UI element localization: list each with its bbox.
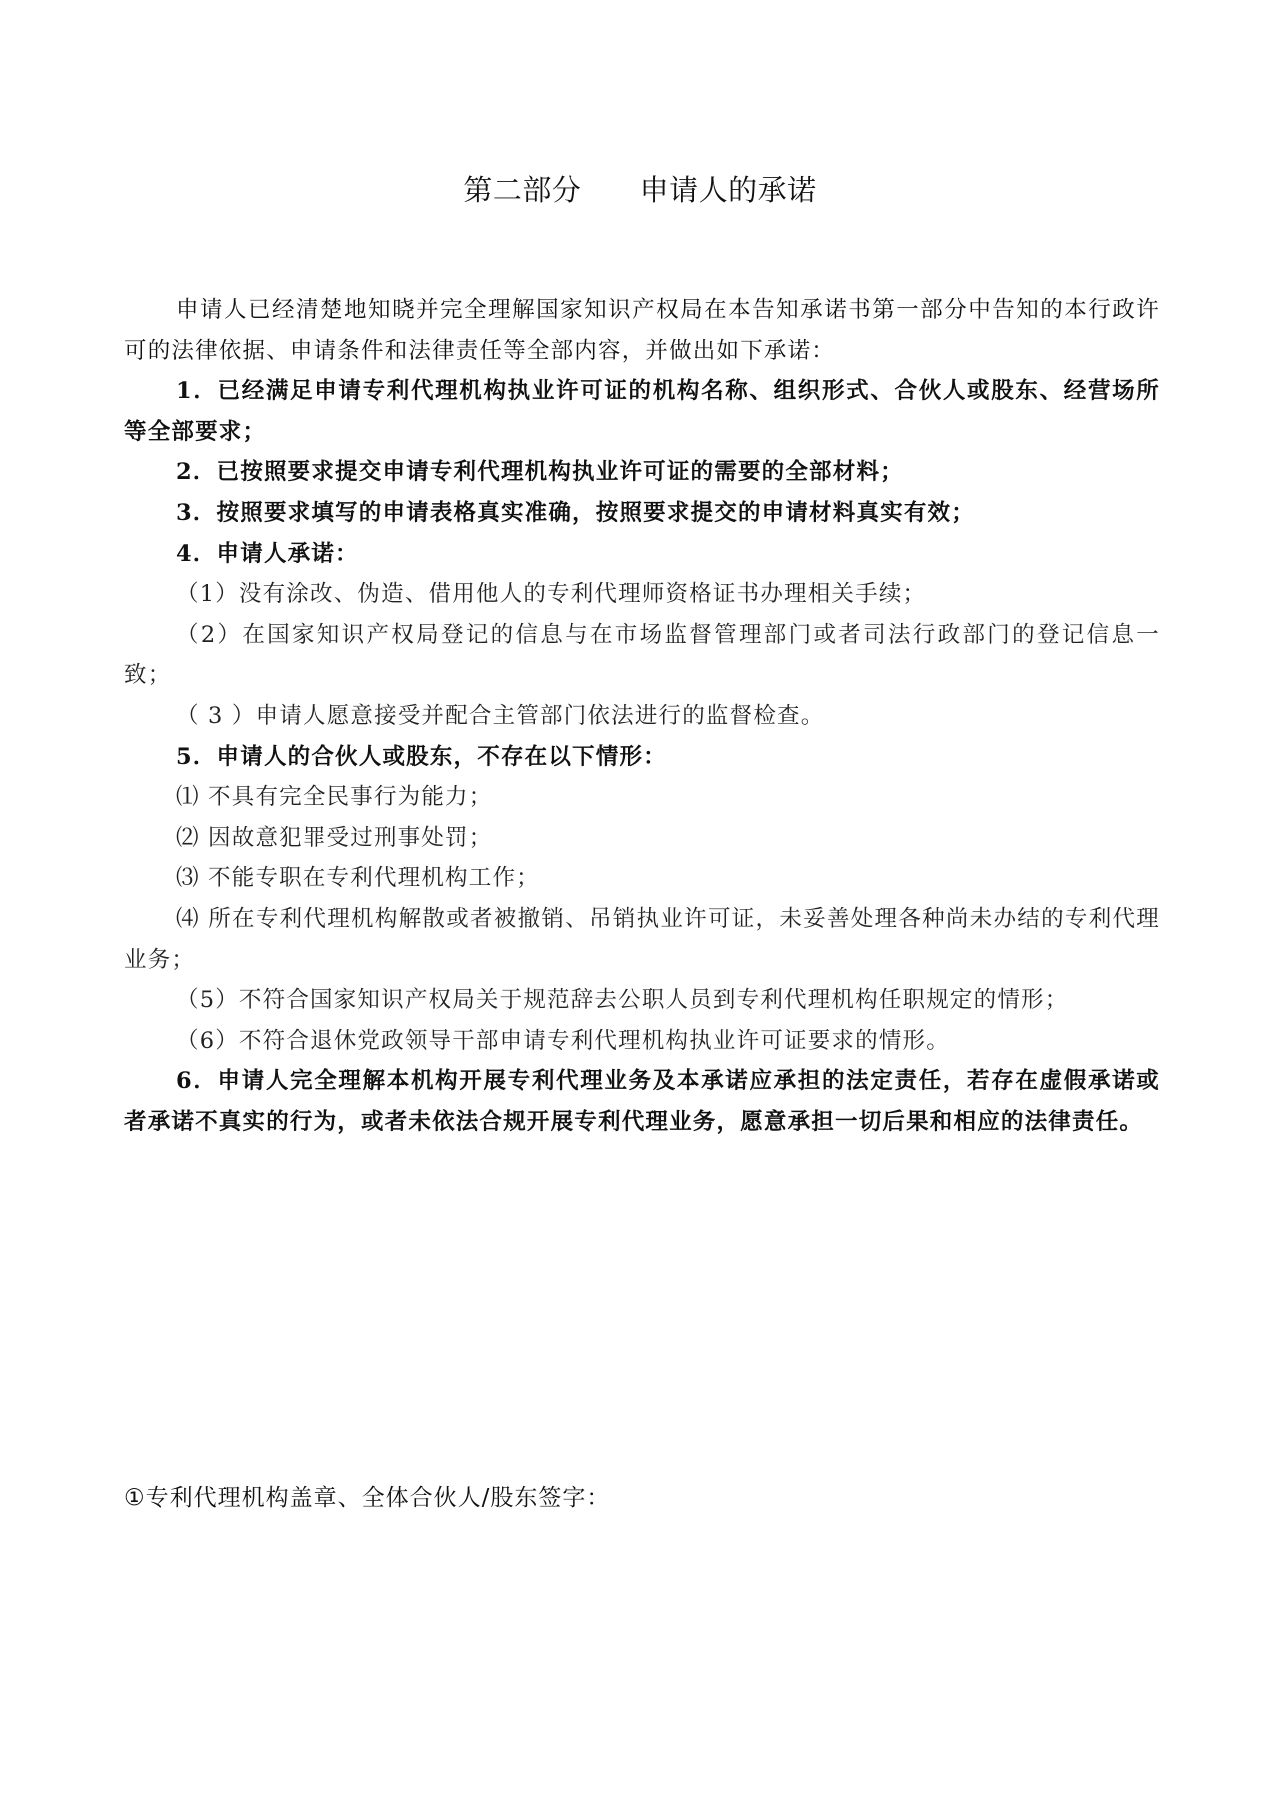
commitment-item-5-4: ⑷ 所在专利代理机构解散或者被撤销、吊销执业许可证，未妥善处理各种尚未办结的专利代理业务；: [124, 905, 1160, 973]
commitment-item-6: 6．申请人完全理解本机构开展专利代理业务及本承诺应承担的法定责任，若存在虚假承诺或者承诺不真实的行为，或者未依法合规开展专利代理业务，愿意承担一切后果和相应的法律责任。: [124, 1068, 1160, 1135]
commitment-item-5-2: ⑵ 因故意犯罪受过刑事处罚；: [176, 824, 493, 851]
page-title: 第二部分 申请人的承诺: [463, 173, 817, 207]
intro-paragraph: 申请人已经清楚地知晓并完全理解国家知识产权局在本告知承诺书第一部分中告知的本行政许可的法律依据、申请条件和法律责任等全部内容，并做出如下承诺：: [124, 297, 1160, 364]
commitment-item-5-5: （5）不符合国家知识产权局关于规范辞去公职人员到专利代理机构任职规定的情形；: [176, 987, 1069, 1014]
signature-label: ①专利代理机构盖章、全体合伙人/股东签字：: [124, 1485, 611, 1511]
commitment-item-3: 3．按照要求填写的申请表格真实准确，按照要求提交的申请材料真实有效；: [176, 499, 975, 526]
commitment-item-4: 4．申请人承诺：: [176, 540, 359, 567]
commitment-item-1: 1．已经满足申请专利代理机构执业许可证的机构名称、组织形式、合伙人或股东、经营场所等全部要求；: [124, 378, 1160, 445]
commitment-item-5-6: （6）不符合退休党政领导干部申请专利代理机构执业许可证要求的情形。: [176, 1027, 950, 1054]
commitment-item-4-2: （2）在国家知识产权局登记的信息与在市场监督管理部门或者司法行政部门的登记信息一致；: [124, 621, 1160, 689]
commitment-item-2: 2．已按照要求提交申请专利代理机构执业许可证的需要的全部材料；: [176, 459, 904, 486]
commitment-item-4-1: （1）没有涂改、伪造、借用他人的专利代理师资格证书办理相关手续；: [176, 581, 927, 608]
commitment-item-5: 5．申请人的合伙人或股东，不存在以下情形：: [176, 743, 667, 770]
commitment-item-5-3: ⑶ 不能专职在专利代理机构工作；: [176, 865, 540, 892]
commitment-item-4-3: （ 3 ）申请人愿意接受并配合主管部门依法进行的监督检查。: [176, 702, 825, 729]
commitment-body: [124, 290, 1160, 1142]
commitment-item-5-1: ⑴ 不具有完全民事行为能力；: [176, 784, 493, 811]
